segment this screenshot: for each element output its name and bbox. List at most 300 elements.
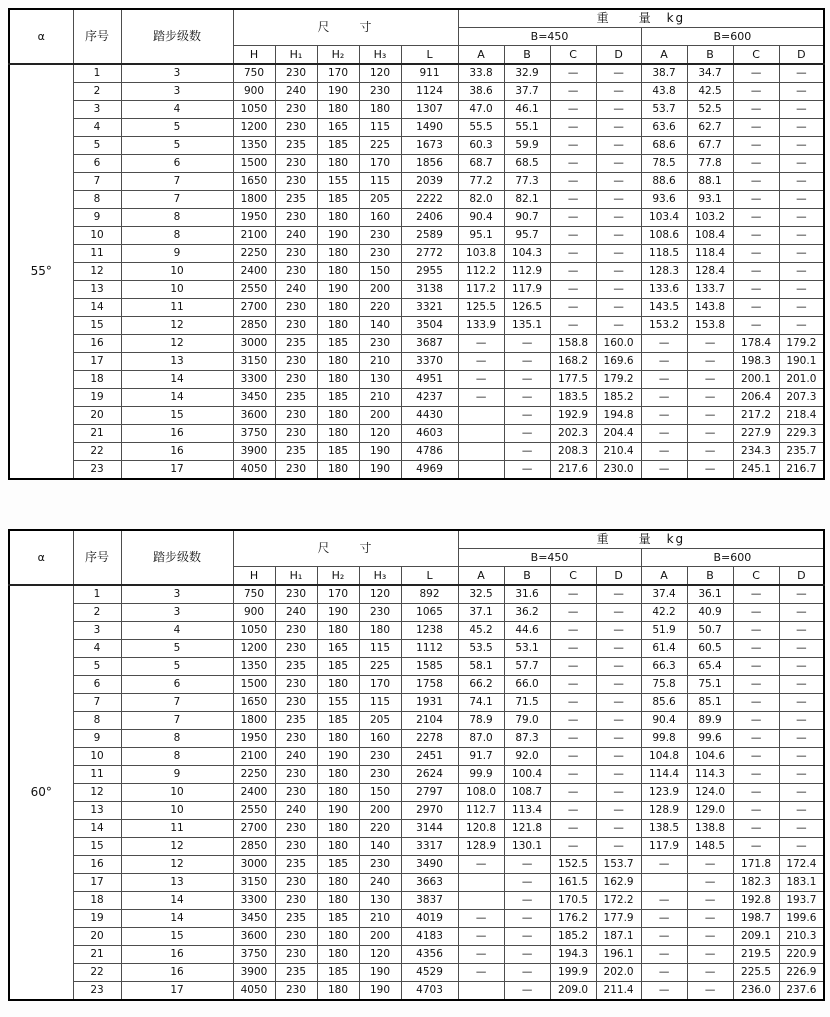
cell: 235	[275, 856, 317, 874]
cell: 44.6	[504, 622, 550, 640]
table-row	[9, 191, 824, 209]
cell: —	[779, 281, 824, 299]
cell: 23	[73, 461, 121, 480]
cell: —	[733, 604, 779, 622]
cell: 8	[73, 712, 121, 730]
cell: 37.7	[504, 83, 550, 101]
cell: —	[458, 928, 504, 946]
cell: —	[733, 64, 779, 83]
cell: 5	[121, 137, 233, 155]
cell: —	[733, 263, 779, 281]
cell: 120.8	[458, 820, 504, 838]
cell: 185	[317, 856, 359, 874]
cell: 190	[359, 964, 401, 982]
cell: —	[504, 910, 550, 928]
cell: 3750	[233, 425, 275, 443]
table-row	[9, 946, 824, 964]
cell: 170	[359, 676, 401, 694]
cell: 204.4	[596, 425, 641, 443]
cell: 900	[233, 604, 275, 622]
cell: 185	[317, 910, 359, 928]
cell: 180	[317, 353, 359, 371]
cell: 1350	[233, 658, 275, 676]
table-row	[9, 137, 824, 155]
table-row	[9, 245, 824, 263]
col-header-b450-C: C	[550, 567, 596, 586]
cell: 36.1	[687, 585, 733, 604]
cell: —	[550, 173, 596, 191]
col-header-H3: H₃	[359, 46, 401, 65]
cell: 6	[121, 676, 233, 694]
cell: 2278	[401, 730, 458, 748]
col-header-b600-D: D	[779, 567, 824, 586]
cell: —	[596, 64, 641, 83]
cell: 129.0	[687, 802, 733, 820]
cell: 14	[121, 910, 233, 928]
cell: 185	[317, 191, 359, 209]
cell: —	[779, 604, 824, 622]
cell: 4050	[233, 461, 275, 480]
cell: 47.0	[458, 101, 504, 119]
cell: 230	[275, 407, 317, 425]
cell: —	[641, 407, 687, 425]
cell: 5	[121, 640, 233, 658]
cell: —	[687, 892, 733, 910]
col-header-H3: H₃	[359, 567, 401, 586]
cell: 2400	[233, 263, 275, 281]
cell: 225	[359, 658, 401, 676]
cell: 170	[359, 155, 401, 173]
cell: —	[596, 209, 641, 227]
cell: 3300	[233, 371, 275, 389]
cell: 182.3	[733, 874, 779, 892]
cell: —	[550, 317, 596, 335]
cell: 4050	[233, 982, 275, 1001]
cell: 114.4	[641, 766, 687, 784]
table-row	[9, 317, 824, 335]
cell: 8	[121, 209, 233, 227]
cell: —	[596, 227, 641, 245]
cell: 8	[121, 227, 233, 245]
cell: 4356	[401, 946, 458, 964]
group-header-weight: 重 量 kg	[458, 9, 824, 28]
cell: 200	[359, 407, 401, 425]
cell: 75.8	[641, 676, 687, 694]
cell: 219.5	[733, 946, 779, 964]
cell: 1350	[233, 137, 275, 155]
cell: 210	[359, 389, 401, 407]
cell: —	[779, 676, 824, 694]
cell: 74.1	[458, 694, 504, 712]
group-header-weight: 重 量 kg	[458, 530, 824, 549]
col-header-H2: H₂	[317, 46, 359, 65]
cell: —	[596, 640, 641, 658]
table-row	[9, 64, 824, 83]
cell: 235	[275, 910, 317, 928]
cell: —	[504, 874, 550, 892]
cell: 8	[121, 730, 233, 748]
cell: 170	[317, 64, 359, 83]
table-row	[9, 964, 824, 982]
cell: 190	[317, 802, 359, 820]
cell: —	[596, 281, 641, 299]
cell: 193.7	[779, 892, 824, 910]
cell: 240	[275, 83, 317, 101]
cell: 13	[73, 281, 121, 299]
cell: —	[596, 155, 641, 173]
cell: 66.2	[458, 676, 504, 694]
cell: 235	[275, 964, 317, 982]
cell: —	[779, 585, 824, 604]
cell: 235	[275, 658, 317, 676]
cell: 216.7	[779, 461, 824, 480]
cell: 130	[359, 892, 401, 910]
cell: 180	[317, 676, 359, 694]
cell: 91.7	[458, 748, 504, 766]
table-row	[9, 604, 824, 622]
cell: 7	[121, 191, 233, 209]
cell: 190	[317, 281, 359, 299]
cell: 4	[73, 640, 121, 658]
table-body-60	[9, 585, 824, 1000]
cell: —	[687, 371, 733, 389]
cell: 115	[359, 119, 401, 137]
cell: —	[550, 802, 596, 820]
cell: 198.3	[733, 353, 779, 371]
cell: 237.6	[779, 982, 824, 1001]
cell: 95.1	[458, 227, 504, 245]
cell: 202.3	[550, 425, 596, 443]
cell: 225.5	[733, 964, 779, 982]
cell: —	[550, 119, 596, 137]
table-row	[9, 766, 824, 784]
cell: —	[596, 83, 641, 101]
table-row	[9, 299, 824, 317]
cell: 18	[73, 892, 121, 910]
cell	[458, 407, 504, 425]
cell: 4529	[401, 964, 458, 982]
cell: 1950	[233, 730, 275, 748]
col-header-alpha: α	[9, 530, 73, 585]
cell: 3900	[233, 964, 275, 982]
col-header-b450-B: B	[504, 567, 550, 586]
cell: 93.1	[687, 191, 733, 209]
cell: 12	[121, 335, 233, 353]
cell: 51.9	[641, 622, 687, 640]
cell: 180	[317, 766, 359, 784]
cell: 78.5	[641, 155, 687, 173]
cell: 1	[73, 585, 121, 604]
table-row	[9, 802, 824, 820]
cell: —	[687, 443, 733, 461]
cell: 8	[73, 191, 121, 209]
table-row	[9, 694, 824, 712]
col-header-b450-A: A	[458, 567, 504, 586]
cell: 180	[317, 101, 359, 119]
cell: 118.5	[641, 245, 687, 263]
cell: 6	[73, 155, 121, 173]
cell: 208.3	[550, 443, 596, 461]
cell: —	[641, 856, 687, 874]
cell: 750	[233, 64, 275, 83]
cell: 3663	[401, 874, 458, 892]
cell: 2970	[401, 802, 458, 820]
cell: 3150	[233, 353, 275, 371]
cell: 15	[121, 928, 233, 946]
cell: 140	[359, 317, 401, 335]
table-row	[9, 910, 824, 928]
cell: 194.8	[596, 407, 641, 425]
cell: 3750	[233, 946, 275, 964]
cell: 185	[317, 335, 359, 353]
cell: 4	[121, 622, 233, 640]
cell: 180	[317, 622, 359, 640]
cell: 210	[359, 910, 401, 928]
cell: 3	[121, 585, 233, 604]
cell: —	[596, 622, 641, 640]
cell: 95.7	[504, 227, 550, 245]
cell: 93.6	[641, 191, 687, 209]
cell: 1112	[401, 640, 458, 658]
cell: 152.5	[550, 856, 596, 874]
cell: 140	[359, 838, 401, 856]
cell: 176.2	[550, 910, 596, 928]
cell: 230	[275, 676, 317, 694]
col-header-serial: 序号	[73, 530, 121, 585]
table-row	[9, 748, 824, 766]
table-row	[9, 676, 824, 694]
cell: —	[687, 461, 733, 480]
cell: 104.6	[687, 748, 733, 766]
cell: 4969	[401, 461, 458, 480]
cell: 20	[73, 407, 121, 425]
cell: 196.1	[596, 946, 641, 964]
cell: 172.2	[596, 892, 641, 910]
cell: 230	[275, 209, 317, 227]
cell: 108.6	[641, 227, 687, 245]
cell: 185	[317, 658, 359, 676]
table-row	[9, 371, 824, 389]
col-header-b450-B: B	[504, 46, 550, 65]
cell: 210.3	[779, 928, 824, 946]
cell: 3	[73, 622, 121, 640]
cell: 180	[317, 892, 359, 910]
cell: 217.2	[733, 407, 779, 425]
cell: 220	[359, 820, 401, 838]
cell: —	[550, 748, 596, 766]
cell: —	[779, 83, 824, 101]
cell: —	[596, 838, 641, 856]
cell: —	[550, 209, 596, 227]
cell: 130.1	[504, 838, 550, 856]
cell: 3321	[401, 299, 458, 317]
cell: —	[550, 694, 596, 712]
cell: —	[550, 191, 596, 209]
cell: —	[733, 712, 779, 730]
cell: 7	[73, 694, 121, 712]
cell: —	[687, 407, 733, 425]
cell: 115	[359, 694, 401, 712]
cell: —	[550, 766, 596, 784]
cell: —	[779, 299, 824, 317]
col-header-b600-D: D	[779, 46, 824, 65]
cell: 2406	[401, 209, 458, 227]
cell: 16	[121, 964, 233, 982]
cell: 77.3	[504, 173, 550, 191]
cell: —	[733, 802, 779, 820]
cell: 2104	[401, 712, 458, 730]
cell: 18	[73, 371, 121, 389]
cell: 120	[359, 64, 401, 83]
cell: —	[550, 585, 596, 604]
cell: 14	[73, 820, 121, 838]
cell: 13	[73, 802, 121, 820]
cell: 118.4	[687, 245, 733, 263]
cell: 128.9	[641, 802, 687, 820]
cell: —	[641, 946, 687, 964]
cell: 61.4	[641, 640, 687, 658]
cell: 210	[359, 353, 401, 371]
cell: 230	[275, 640, 317, 658]
col-header-b450-A: A	[458, 46, 504, 65]
table-row	[9, 389, 824, 407]
cell: 155	[317, 173, 359, 191]
cell: —	[779, 101, 824, 119]
cell: 245.1	[733, 461, 779, 480]
cell: 230.0	[596, 461, 641, 480]
table-row	[9, 658, 824, 676]
cell: 1200	[233, 640, 275, 658]
cell: 211.4	[596, 982, 641, 1001]
cell: 230	[275, 946, 317, 964]
cell: —	[550, 658, 596, 676]
cell: 89.9	[687, 712, 733, 730]
cell: 57.7	[504, 658, 550, 676]
cell: 100.4	[504, 766, 550, 784]
cell: 12	[121, 856, 233, 874]
table-row	[9, 928, 824, 946]
table-row	[9, 407, 824, 425]
cell: —	[687, 874, 733, 892]
cell: 185	[317, 137, 359, 155]
cell	[641, 874, 687, 892]
cell: 1758	[401, 676, 458, 694]
cell: 50.7	[687, 622, 733, 640]
cell: 180	[317, 155, 359, 173]
table-row	[9, 585, 824, 604]
group-header-b600: B=600	[641, 28, 824, 46]
cell: 14	[73, 299, 121, 317]
cell: 15	[73, 317, 121, 335]
cell: 2	[73, 83, 121, 101]
cell: 3900	[233, 443, 275, 461]
cell: 160	[359, 730, 401, 748]
cell: —	[596, 802, 641, 820]
cell: 42.5	[687, 83, 733, 101]
cell: —	[733, 838, 779, 856]
cell: 3000	[233, 856, 275, 874]
cell: —	[779, 802, 824, 820]
cell: 230	[275, 353, 317, 371]
cell: —	[458, 371, 504, 389]
cell: 200	[359, 802, 401, 820]
cell: 160.0	[596, 335, 641, 353]
cell: 230	[359, 748, 401, 766]
col-header-serial: 序号	[73, 9, 121, 64]
cell: —	[733, 83, 779, 101]
cell: —	[596, 712, 641, 730]
cell: 82.0	[458, 191, 504, 209]
cell: 65.4	[687, 658, 733, 676]
cell: —	[596, 604, 641, 622]
cell: 230	[275, 982, 317, 1001]
cell: —	[779, 155, 824, 173]
cell: —	[779, 119, 824, 137]
cell: 126.5	[504, 299, 550, 317]
cell: 1065	[401, 604, 458, 622]
cell: 4603	[401, 425, 458, 443]
cell: 230	[275, 766, 317, 784]
cell: 130	[359, 371, 401, 389]
cell: 148.5	[687, 838, 733, 856]
cell: 170	[317, 585, 359, 604]
cell: 40.9	[687, 604, 733, 622]
cell: —	[641, 353, 687, 371]
cell: —	[733, 227, 779, 245]
cell: 16	[73, 856, 121, 874]
cell: 750	[233, 585, 275, 604]
cell: 10	[73, 227, 121, 245]
cell: —	[550, 712, 596, 730]
cell: 9	[73, 730, 121, 748]
cell: —	[596, 191, 641, 209]
cell: 12	[121, 317, 233, 335]
cell: —	[641, 928, 687, 946]
cell: —	[550, 281, 596, 299]
cell: 192.8	[733, 892, 779, 910]
cell: 180	[317, 928, 359, 946]
cell: 53.7	[641, 101, 687, 119]
cell: —	[458, 353, 504, 371]
col-header-b600-A: A	[641, 46, 687, 65]
table-row	[9, 640, 824, 658]
cell: —	[550, 263, 596, 281]
cell: 190	[317, 748, 359, 766]
cell: 115	[359, 173, 401, 191]
cell: 3687	[401, 335, 458, 353]
cell: 4703	[401, 982, 458, 1001]
cell: 103.4	[641, 209, 687, 227]
cell: 125.5	[458, 299, 504, 317]
cell: 179.2	[596, 371, 641, 389]
cell: 235	[275, 443, 317, 461]
cell: —	[596, 748, 641, 766]
cell: 4237	[401, 389, 458, 407]
cell: 180	[317, 371, 359, 389]
cell: —	[733, 640, 779, 658]
cell: 2400	[233, 784, 275, 802]
cell: 1050	[233, 101, 275, 119]
cell: 114.3	[687, 766, 733, 784]
cell: 3	[121, 64, 233, 83]
cell: 62.7	[687, 119, 733, 137]
cell: 230	[275, 299, 317, 317]
cell	[458, 892, 504, 910]
col-header-H2: H₂	[317, 567, 359, 586]
cell: —	[504, 946, 550, 964]
cell: 88.1	[687, 173, 733, 191]
cell	[458, 443, 504, 461]
